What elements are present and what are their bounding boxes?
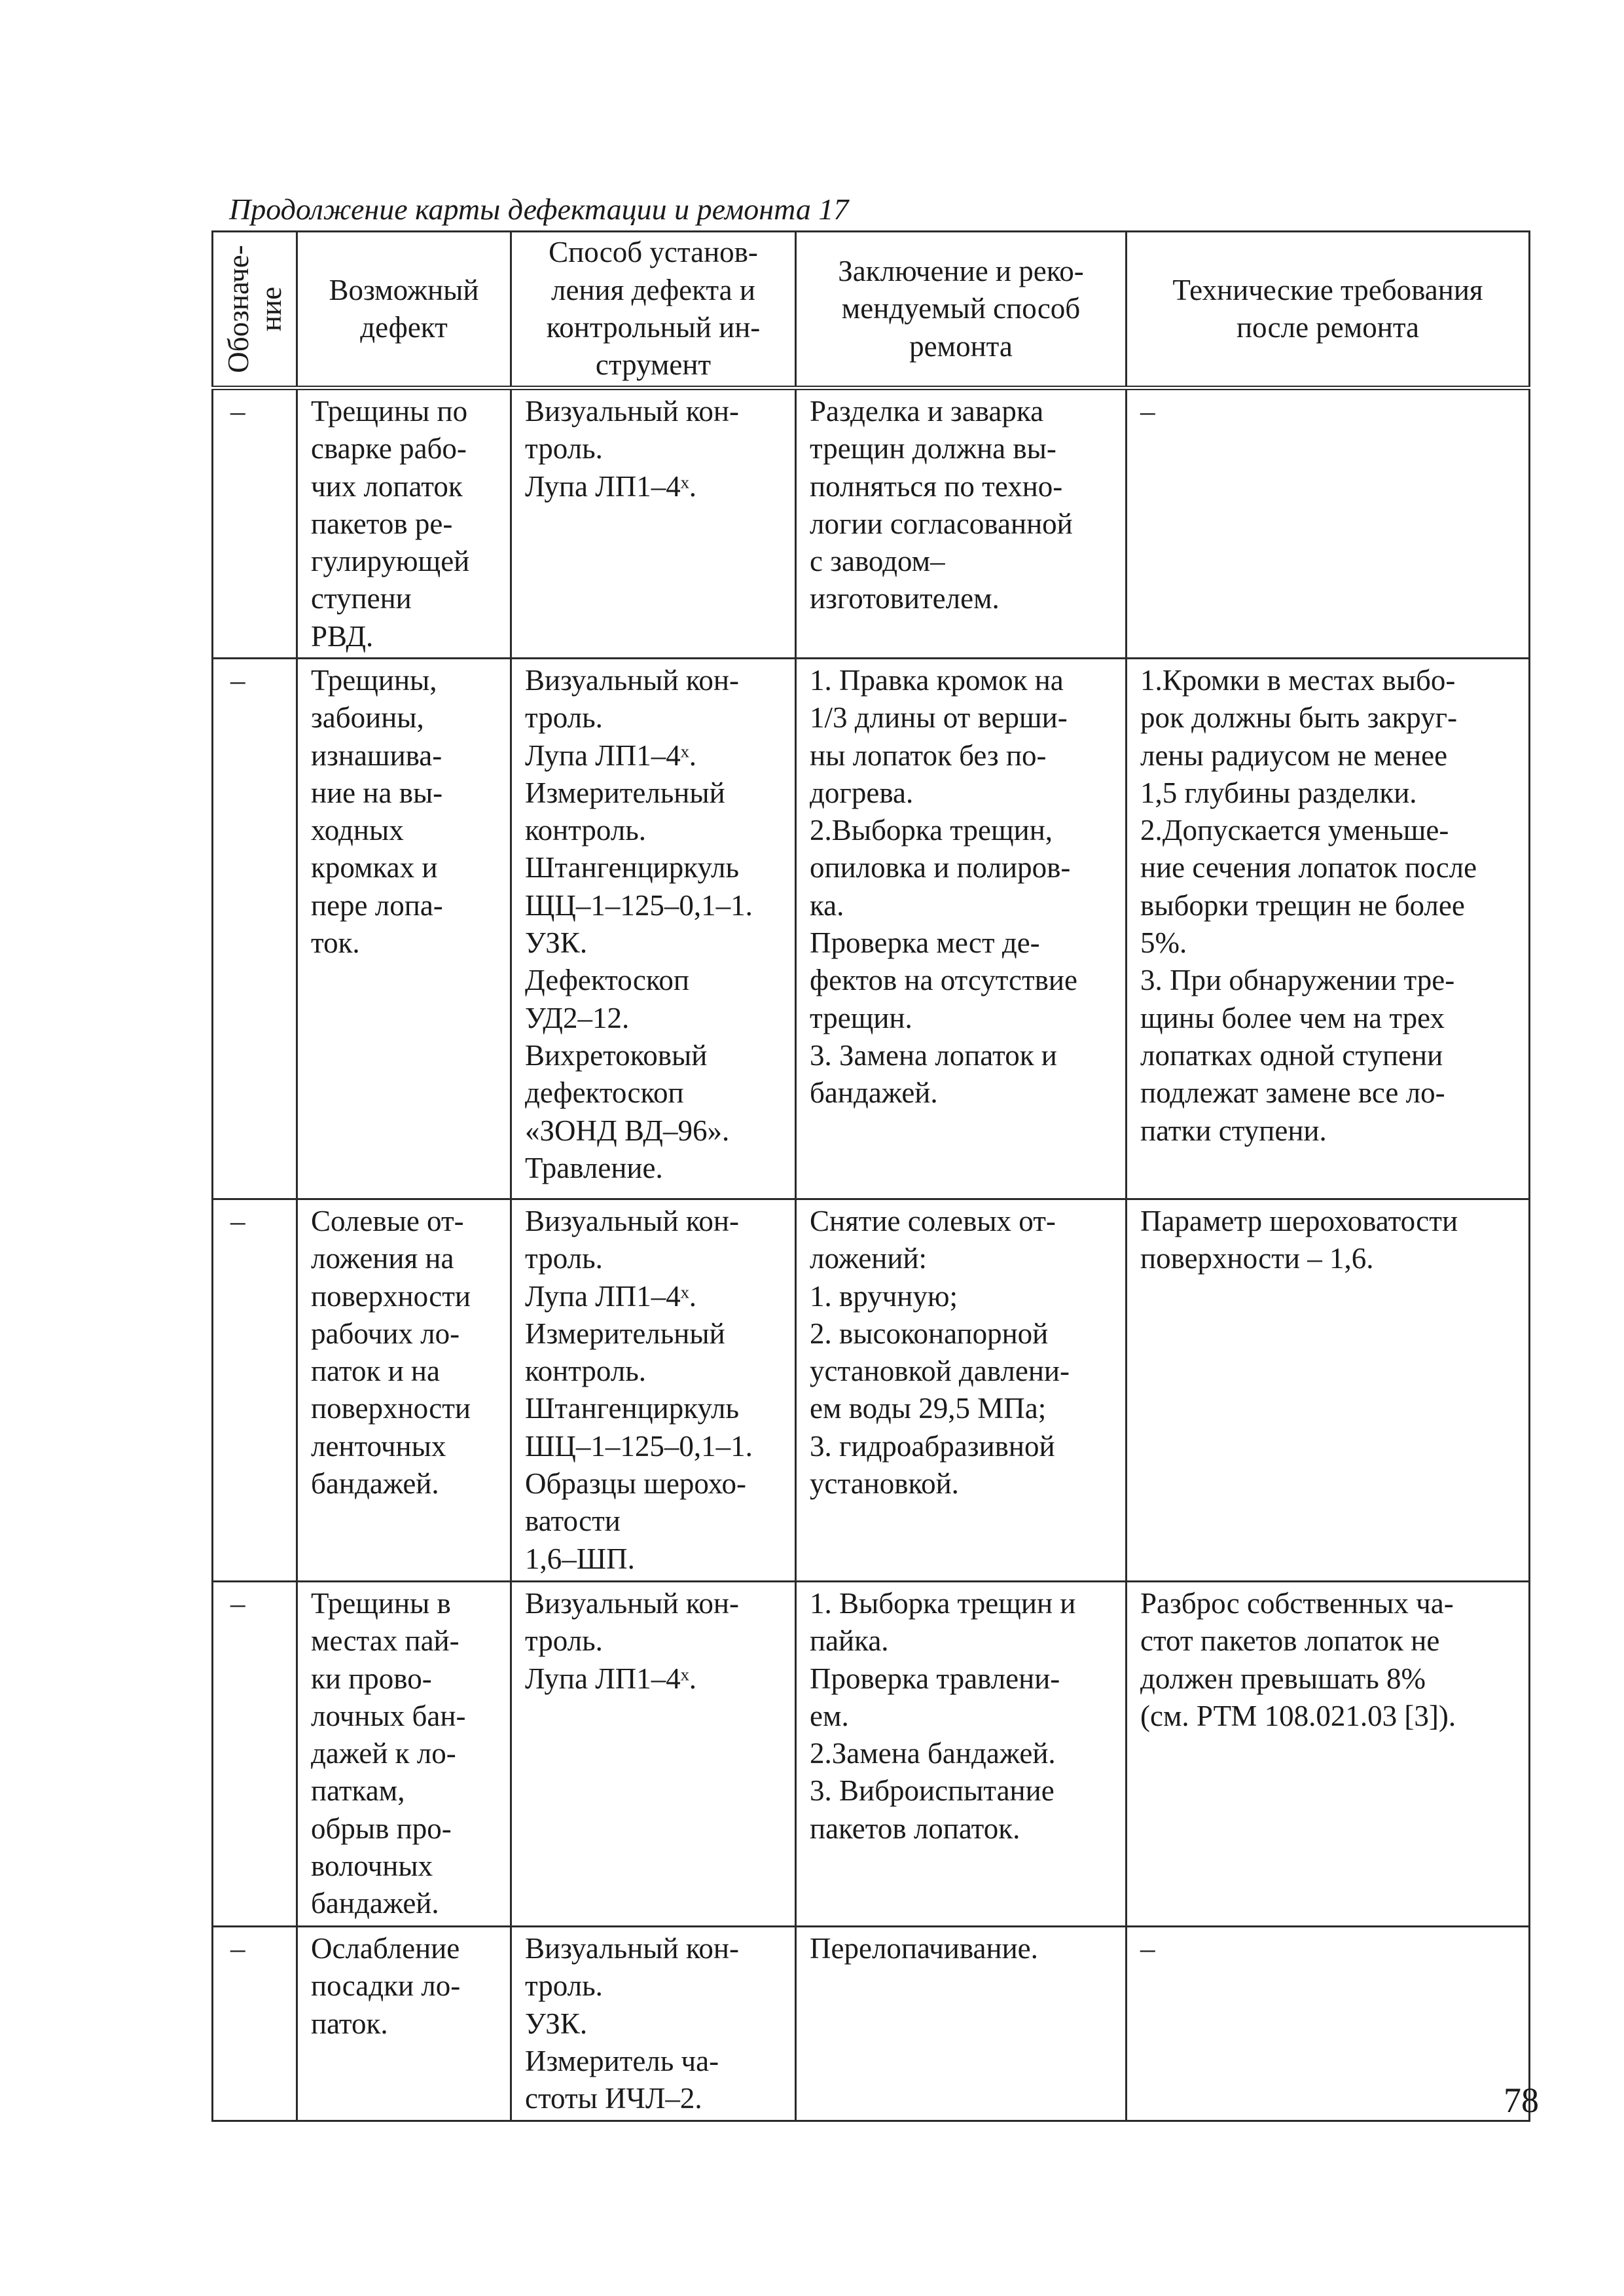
cell-requirements [1127,1199,1530,1582]
text-line: стот пакетов лопаток не [1140,1624,1440,1658]
text-line: 1,5 глубины разделки. [1140,776,1417,809]
cell-requirements [1127,1582,1530,1927]
text-line: ШЦ–1–125–0,1–1. [525,1429,753,1463]
table-row [213,659,1530,1199]
text-line: паток. [311,2007,388,2040]
text-line: Лупа ЛП1–4ˣ. [525,1279,696,1313]
text-line: контроль. [525,814,647,847]
cell-conclusion [796,1582,1127,1927]
text-line: – [1140,1932,1155,1965]
text-line: Заключение и реко- [838,255,1084,288]
text-line: поверхности [311,1279,471,1313]
text-line: Измеритель ча- [525,2044,719,2077]
text-line: 3. гидроабразивной [810,1429,1055,1463]
text-line: 2.Допускается уменьше- [1140,814,1449,847]
cell-defect [297,659,511,1199]
text-line: Штангенциркуль [525,851,739,884]
text-line: ступени [311,582,412,615]
text-line: сварке рабо- [311,432,467,465]
text-line: – [230,664,245,697]
text-line: Визуальный кон- [525,1587,739,1620]
cell-method [511,1199,796,1582]
text-line: контрольный ин- [546,311,761,344]
text-line: Проверка травлени- [810,1662,1060,1695]
text-line: Визуальный кон- [525,664,739,697]
text-line: троль. [525,1624,603,1658]
text-line: мендуемый способ [841,292,1081,325]
cell-method [511,388,796,659]
text-line: местах пай- [311,1624,460,1658]
text-line: бандажей. [311,1887,439,1920]
text-line: кромках и [311,851,438,884]
text-line: 2.Выборка трещин, [810,814,1053,847]
text-line: Измерительный [525,1317,725,1350]
text-line: забоины, [311,701,424,735]
cell-defect [297,1582,511,1927]
text-line: ток. [311,926,360,960]
text-line: патки ступени. [1140,1114,1327,1147]
text-line: лочных бан- [311,1699,466,1732]
text-line: троль. [525,432,603,465]
text-line: щины более чем на трех [1140,1001,1445,1034]
text-line: ем воды 29,5 МПа; [810,1392,1047,1425]
text-line: ложения на [311,1242,454,1275]
text-line: Снятие солевых от- [810,1205,1056,1237]
text-line: Трещины, [311,664,437,697]
header-designation [213,232,297,388]
cell-defect [297,1199,511,1582]
text-line: Визуальный кон- [525,1932,739,1965]
text-line: Лупа ЛП1–4ˣ. [525,469,696,503]
text-line: Способ установ- [549,236,758,269]
text-line: рабочих ло- [311,1317,460,1350]
text-line: 1. Правка кромок на [810,664,1064,697]
header-requirements [1127,232,1530,388]
text-line: Образцы шерохо- [525,1467,746,1501]
page-number: 78 [1504,2081,1539,2120]
text-line: бандажей. [311,1467,439,1501]
text-line: пере лопа- [311,888,443,922]
text-line: Лупа ЛП1–4ˣ. [525,1662,696,1695]
text-line: должен превышать 8% [1140,1662,1426,1695]
text-line: ем. [810,1699,849,1732]
text-line: логии согласованной [810,507,1073,540]
text-line: с заводом– [810,545,945,578]
cell-designation [213,659,297,1199]
text-line: Трещины по [311,395,468,428]
text-line: ленточных [311,1429,446,1463]
text-line: 2.Замена бандажей. [810,1737,1056,1770]
text-line: троль. [525,701,603,735]
cell-conclusion [796,388,1127,659]
text-line: РВД. [311,619,374,653]
text-line: Ослабление [311,1932,460,1965]
text-line: (см. РТМ 108.021.03 [3]). [1140,1699,1456,1732]
table-row [213,1582,1530,1927]
cell-method [511,1582,796,1927]
text-line: троль. [525,1242,603,1275]
text-line: ходных [311,814,404,847]
text-line: 2. высоконапорной [810,1317,1049,1350]
text-line: Лупа ЛП1–4ˣ. [525,738,696,772]
cell-requirements [1127,388,1530,659]
text-line: ЩЦ–1–125–0,1–1. [525,888,753,922]
text-line: ние [255,286,287,332]
text-line: обрыв про- [311,1812,452,1845]
text-line: Травление. [525,1151,663,1184]
text-line: после ремонта [1236,311,1420,344]
text-line: – [1140,395,1155,428]
text-line: ки прово- [311,1662,432,1695]
text-line: пакетов лопаток. [810,1812,1020,1845]
table-row [213,1199,1530,1582]
text-line: ние сечения лопаток после [1140,851,1477,884]
text-line: Измерительный [525,776,725,809]
text-line: ние на вы- [311,776,443,809]
cell-method [511,1927,796,2121]
text-line: 3. Замена лопаток и [810,1038,1057,1072]
text-line: установкой. [810,1467,959,1501]
defect-repair-table [211,230,1530,2122]
text-line: ления дефекта и [551,273,755,306]
text-line: Перелопачивание. [810,1932,1038,1965]
text-line: рок должны быть закруг- [1140,701,1458,735]
text-line: 3. Виброиспытание [810,1774,1055,1808]
text-line: пакетов ре- [311,507,453,540]
text-line: 1/3 длины от верши- [810,701,1068,735]
text-line: Разделка и заварка [810,395,1044,428]
cell-designation [213,1582,297,1927]
text-line: дажей к ло- [311,1737,456,1770]
text-line: дефект [360,311,448,344]
text-line: 1. вручную; [810,1279,958,1313]
cell-designation [213,1927,297,2121]
text-line: ватости [525,1504,621,1538]
cell-conclusion [796,1199,1127,1582]
text-line: опиловка и полиров- [810,851,1071,884]
cell-designation [213,1199,297,1582]
text-line: троль. [525,1969,603,2003]
text-line: УД2–12. [525,1001,630,1034]
text-line: дефектоскоп [525,1076,684,1110]
text-line: 1. Выборка трещин и [810,1587,1076,1620]
text-line: 5%. [1140,926,1187,960]
text-line: 1,6–ШП. [525,1542,635,1575]
text-line: изнашива- [311,738,442,772]
text-line: установкой давлени- [810,1355,1070,1388]
text-line: ложений: [810,1242,928,1275]
text-line: – [230,1205,245,1237]
cell-defect [297,1927,511,2121]
text-line: – [230,395,245,428]
text-line: лопатках одной ступени [1140,1038,1443,1072]
text-line: Трещины в [311,1587,451,1620]
text-line: Технические требования [1172,273,1483,306]
text-line: струмент [595,348,712,382]
cell-conclusion [796,1927,1127,2121]
text-line: догрева. [810,776,914,809]
text-line: Разброс собственных ча- [1140,1587,1454,1620]
text-line: волочных [311,1850,433,1883]
text-line: Вихретоковый [525,1038,708,1072]
header-conclusion [796,232,1127,388]
text-line: фектов на отсутствие [810,964,1077,997]
cell-designation [213,388,297,659]
cell-requirements [1127,659,1530,1199]
text-line: 3. При обнаружении тре- [1140,964,1455,997]
text-line: УЗК. [525,926,588,960]
header-method [511,232,796,388]
text-line: Визуальный кон- [525,395,739,428]
text-line: 1.Кромки в местах выбо- [1140,664,1456,697]
text-line: изготовителем. [810,582,1000,615]
text-line: УЗК. [525,2007,588,2040]
text-line: Солевые от- [311,1205,464,1237]
text-line: гулирующей [311,545,470,578]
text-line: трещин. [810,1001,912,1034]
text-line: Визуальный кон- [525,1205,739,1237]
cell-defect [297,388,511,659]
table-row [213,1927,1530,2121]
table-header-row [213,232,1530,388]
table-row [213,388,1530,659]
text-line: бандажей. [810,1076,938,1110]
text-line: паткам, [311,1774,405,1808]
cell-requirements [1127,1927,1530,2121]
text-line: Штангенциркуль [525,1392,739,1425]
text-line: контроль. [525,1355,647,1388]
text-line: полняться по техно- [810,469,1063,503]
text-line: Параметр шероховатости [1140,1205,1458,1237]
text-line: Возможный [329,273,479,306]
text-line: – [230,1932,245,1965]
text-line: ремонта [909,329,1013,363]
text-line: пайка. [810,1624,889,1658]
text-line: стоты ИЧЛ–2. [525,2082,702,2115]
text-line: подлежат замене все ло- [1140,1076,1445,1110]
text-line: паток и на [311,1355,440,1388]
cell-method [511,659,796,1199]
text-line: ны лопаток без по- [810,738,1047,772]
header-designation-text [222,245,287,373]
text-line: Обозначе- [222,245,255,373]
text-line: поверхности – 1,6. [1140,1242,1374,1275]
text-line: поверхности [311,1392,471,1425]
text-line: чих лопаток [311,469,463,503]
text-line: выборки трещин не более [1140,888,1465,922]
text-line: – [230,1587,245,1620]
text-line: «ЗОНД ВД–96». [525,1114,730,1147]
text-line: посадки ло- [311,1969,461,2003]
cell-conclusion [796,659,1127,1199]
text-line: Проверка мест де- [810,926,1040,960]
text-line: трещин должна вы- [810,432,1056,465]
table-caption: Продолжение карты дефектации и ремонта 17 [229,192,849,226]
header-defect [297,232,511,388]
text-line: лены радиусом не менее [1140,738,1448,772]
text-line: Дефектоскоп [525,964,689,997]
text-line: ка. [810,888,844,922]
